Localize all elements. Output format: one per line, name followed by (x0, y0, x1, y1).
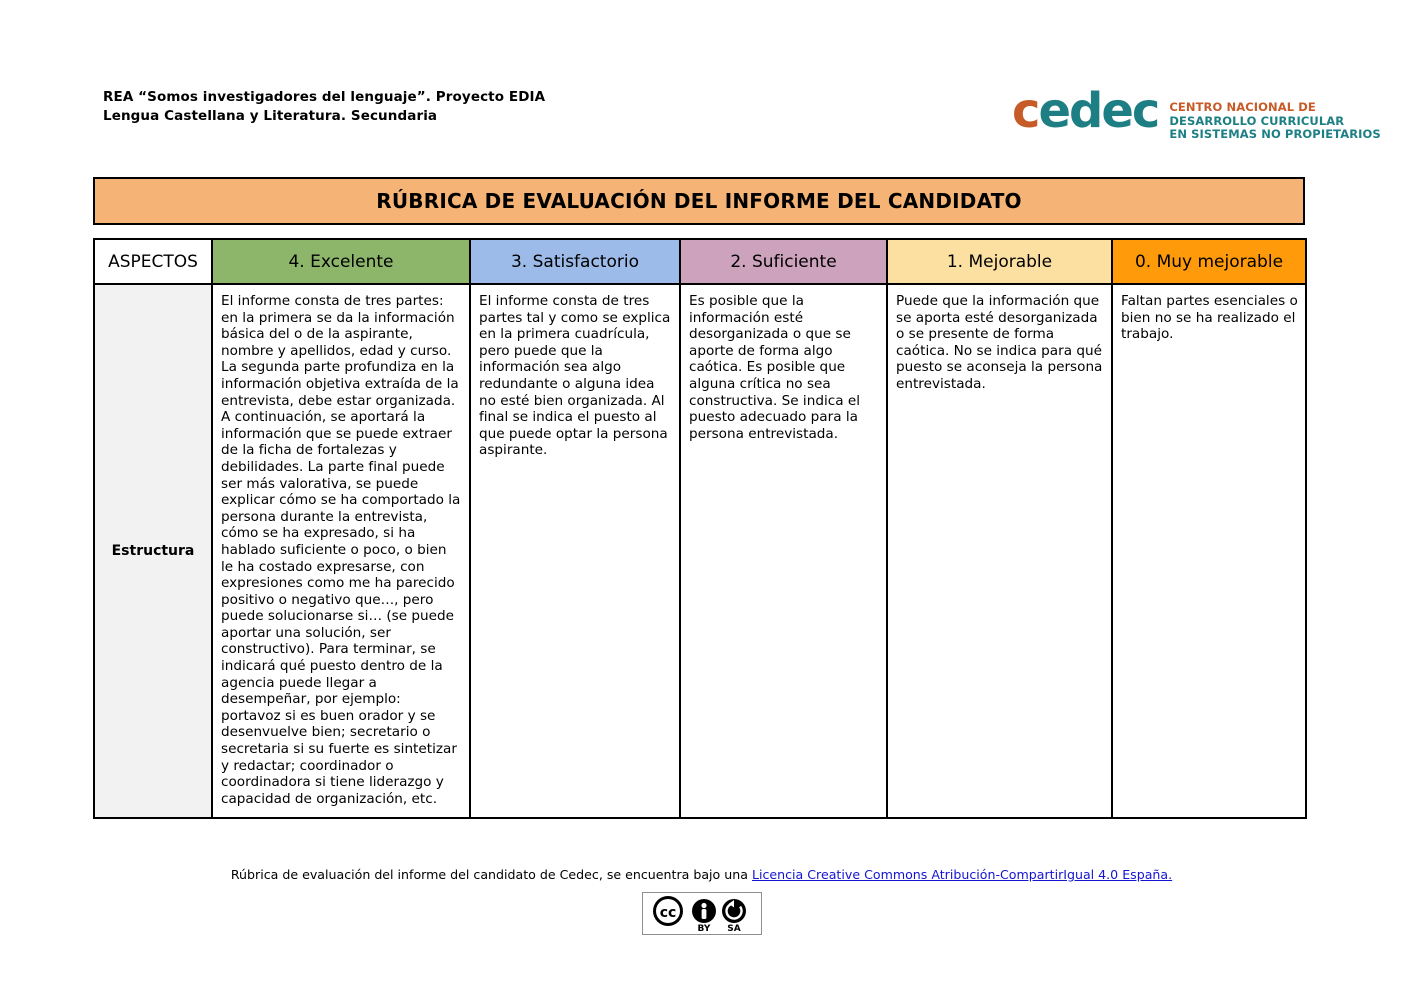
cell-estructura-mejorable: Puede que la información que se aporta esté desorganizada o se presente de forma caótica. No se indica para qué puesto se aconseja la persona entrevistada. (887, 284, 1112, 818)
column-header-muy-mejorable: 0. Muy mejorable (1112, 239, 1306, 284)
svg-text:cc: cc (659, 905, 676, 921)
cell-estructura-excelente: El informe consta de tres partes: en la primera se da la información básica del o de la aspirante, nombre y apellidos, edad y curso. La segunda parte profundiza en la información objetiva extraída de la entrevista, debe estar organizada. A continuación, se aportará la información que se puede extraer de la ficha de fortalezas y debilidades. La parte final puede ser más valorativa, se puede explicar cómo se ha comportado la persona durante la entrevista, cómo se ha expresado, si ha hablado suficiente o poco, o bien le ha costado expresarse, con expresiones como me ha parecido positivo o negativo que…, pero puede solucionarse si… (se puede aportar una solución, ser constructivo). Para terminar, se indicará qué puesto dentro de la agencia puede llegar a desempeñar, por ejemplo: portavoz si es buen orador y se desenvuelve bien; secretario o secretaria si su fuerte es sintetizar y redactar; coordinador o coordinadora si tiene liderazgo y capacidad de organización, etc. (212, 284, 470, 818)
license-text-prefix: Rúbrica de evaluación del informe del candidato de Cedec, se encuentra bajo una (230, 867, 752, 882)
header-line-1: REA “Somos investigadores del lenguaje”. Proyecto EDIA (103, 89, 546, 105)
cell-estructura-suficiente: Es posible que la información esté desorganizada o que se aporte de forma algo caótica. Es posible que alguna crítica no sea constructiva. Se indica el puesto adecuado para la persona entrevistada. (680, 284, 887, 818)
tagline-line-1: CENTRO NACIONAL DE (1169, 100, 1316, 114)
column-header-aspectos: ASPECTOS (94, 239, 212, 284)
tagline-line-2: DESARROLLO CURRICULAR (1169, 113, 1345, 128)
column-header-excelente: 4. Excelente (212, 239, 470, 284)
logo-letters-edec: edec (1038, 83, 1159, 139)
license-footer (0, 866, 1403, 935)
license-text-line (0, 866, 1403, 883)
aspect-label-estructura: Estructura (94, 284, 212, 818)
page-title: RÚBRICA DE EVALUACIÓN DEL INFORME DEL CANDIDATO (376, 189, 1022, 213)
table-row (94, 284, 1306, 818)
table-header-row (94, 239, 1306, 284)
svg-text:BY: BY (697, 924, 710, 934)
tagline-line-3: EN SISTEMAS NO PROPIETARIOS (1169, 127, 1381, 141)
document-header (0, 83, 1403, 150)
cell-estructura-muy-mejorable: Faltan partes esenciales o bien no se ha realizado el trabajo. (1112, 284, 1306, 818)
creative-commons-badge-icon (642, 892, 762, 935)
column-header-suficiente: 2. Suficiente (680, 239, 887, 284)
cedec-wordmark (1012, 83, 1159, 139)
cedec-tagline (1169, 101, 1380, 142)
logo-letter-c: c (1012, 83, 1039, 139)
column-header-mejorable: 1. Mejorable (887, 239, 1112, 284)
column-header-satisfactorio: 3. Satisfactorio (470, 239, 680, 284)
header-title-block (103, 88, 545, 126)
cedec-logo (1012, 83, 1381, 142)
rubric-table (93, 238, 1307, 819)
header-line-2: Lengua Castellana y Literatura. Secundaria (103, 108, 438, 124)
svg-text:SA: SA (726, 924, 741, 934)
rubric-title-banner (93, 177, 1305, 225)
rubric-table-header (94, 239, 1306, 284)
license-link[interactable]: Licencia Creative Commons Atribución-CompartirIgual 4.0 España. (751, 867, 1173, 882)
cell-estructura-satisfactorio: El informe consta de tres partes tal y como se explica en la primera cuadrícula, pero puede que la información sea algo redundante o alguna idea no esté bien organizada. Al final se indica el puesto al que puede optar la persona aspirante. (470, 284, 680, 818)
rubric-table-body (94, 284, 1306, 818)
